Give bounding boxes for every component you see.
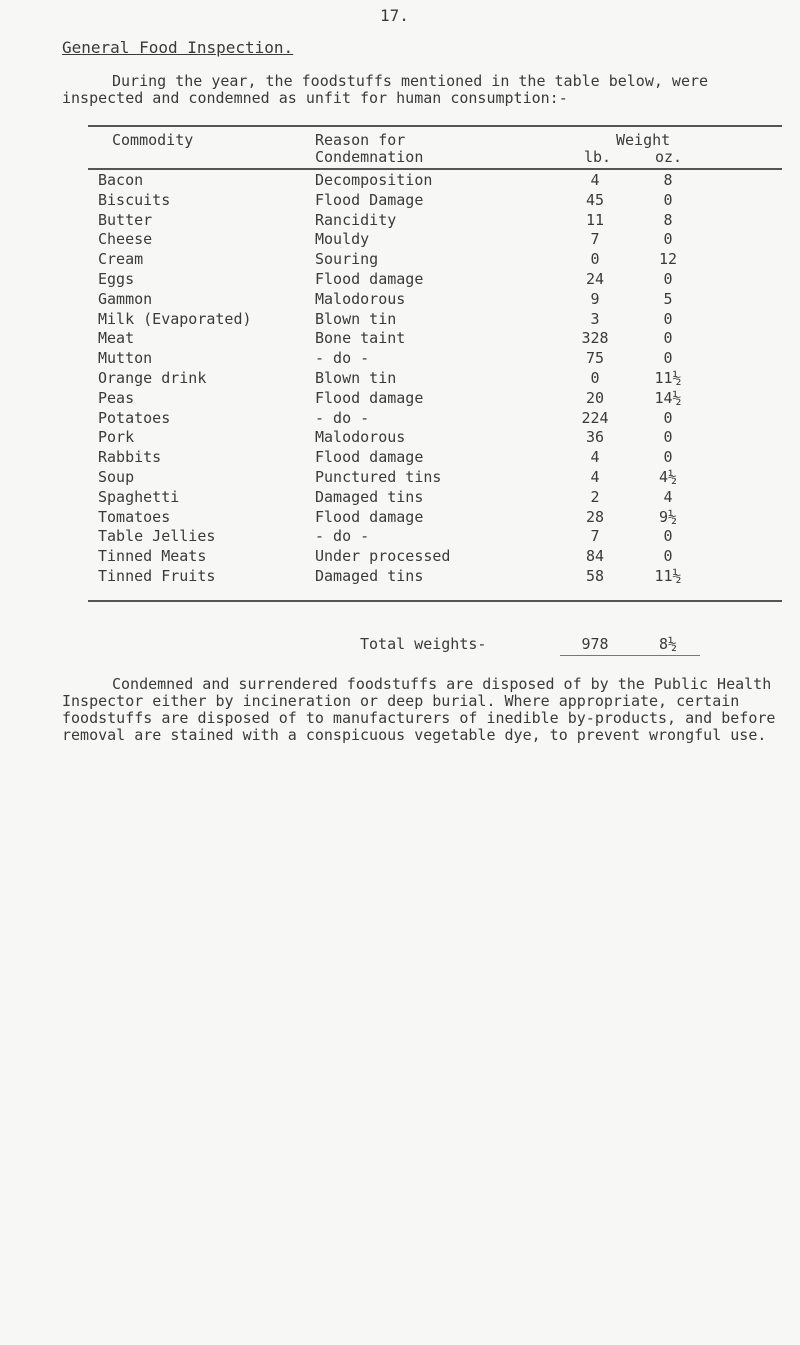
reason-cell: Flood damage [315, 270, 424, 288]
weight-lb-cell: 7 [590, 527, 600, 546]
commodity-cell: Peas [98, 388, 135, 407]
weight-lb-cell: 75 [585, 349, 605, 368]
weight-lb-cell: 45 [585, 190, 605, 209]
commodity-cell: Butter [98, 210, 153, 229]
commodity-cell: Eggs [98, 270, 135, 288]
table-top-rule [88, 125, 782, 127]
commodity-cell: Pork [98, 428, 135, 447]
weight-lb-cell: 11 [585, 210, 605, 229]
closing-text: Condemned and surrendered foodstuffs are disposed of by the Public Health Inspector either by incineration or deep burial. Where appropriate, certain foodstuffs are disposed of to manufacturers of inedible by-products, and before removal are stained with a conspicuous vegetable dye, to prevent wrongful use. [62, 675, 776, 744]
total-oz: 8½ [658, 635, 678, 653]
table-row [0, 468, 800, 486]
weight-lb-cell: 4 [590, 468, 600, 486]
header-reason-line1: Reason for [315, 131, 406, 149]
table-row [0, 369, 800, 387]
weight-oz-cell: 0 [663, 448, 673, 467]
section-heading: General Food Inspection. [62, 38, 294, 57]
total-weights-label: Total weights- [360, 635, 487, 653]
reason-cell: Malodorous [315, 289, 406, 308]
table-row [0, 428, 800, 446]
table-row [0, 547, 800, 565]
weight-lb-cell: 3 [590, 309, 600, 328]
weight-lb-cell: 4 [590, 448, 600, 467]
weight-lb-cell: 7 [590, 230, 600, 249]
intro-text: During the year, the foodstuffs mentioned in the table below, were inspected and condemned as unfit for human consumption:- [62, 72, 709, 107]
weight-oz-cell: 8 [663, 171, 673, 189]
reason-cell: - do - [315, 408, 370, 427]
weight-lb-cell: 28 [585, 507, 605, 526]
weight-oz-cell: 0 [663, 547, 673, 566]
commodity-cell: Tinned Meats [98, 547, 207, 566]
header-reason-line2: Condemnation [315, 148, 424, 166]
weight-lb-cell: 0 [590, 369, 600, 387]
header-oz: oz. [655, 148, 683, 166]
commodity-cell: Milk (Evaporated) [98, 309, 252, 328]
weight-oz-cell: 0 [663, 329, 673, 348]
header-weight: Weight [616, 131, 671, 149]
table-row [0, 250, 800, 268]
table-row [0, 567, 800, 585]
reason-cell: Rancidity [315, 210, 397, 229]
table-row [0, 310, 800, 328]
table-row [0, 270, 800, 288]
reason-cell: Decomposition [315, 171, 433, 189]
weight-oz-cell: 5 [663, 289, 673, 308]
closing-paragraph [62, 676, 782, 744]
table-row [0, 191, 800, 209]
commodity-cell: Cheese [98, 230, 153, 249]
total-lb: 978 [581, 635, 609, 653]
commodity-cell: Potatoes [98, 408, 171, 427]
commodity-cell: Rabbits [98, 448, 162, 467]
reason-cell: Mouldy [315, 230, 370, 249]
weight-oz-cell: 14½ [654, 388, 682, 407]
header-commodity: Commodity [112, 131, 194, 149]
reason-cell: Damaged tins [315, 487, 424, 506]
weight-lb-cell: 84 [585, 547, 605, 566]
reason-cell: Blown tin [315, 309, 397, 328]
reason-cell: Flood damage [315, 507, 424, 526]
commodity-cell: Bacon [98, 171, 144, 189]
weight-oz-cell: 0 [663, 527, 673, 546]
weight-lb-cell: 2 [590, 487, 600, 506]
reason-cell: Bone taint [315, 329, 406, 348]
table-row [0, 508, 800, 526]
weight-oz-cell: 0 [663, 190, 673, 209]
commodity-cell: Cream [98, 250, 144, 269]
table-row [0, 329, 800, 347]
table-row [0, 230, 800, 248]
reason-cell: Flood Damage [315, 190, 424, 209]
table-row [0, 290, 800, 308]
reason-cell: - do - [315, 349, 370, 368]
table-row [0, 488, 800, 506]
reason-cell: Flood damage [315, 388, 424, 407]
weight-oz-cell: 0 [663, 230, 673, 249]
weight-oz-cell: 8 [663, 210, 673, 229]
commodity-cell: Tinned Fruits [98, 567, 216, 585]
weight-oz-cell: 0 [663, 270, 673, 288]
weight-oz-cell: 0 [663, 309, 673, 328]
table-row [0, 448, 800, 466]
weight-lb-cell: 4 [590, 171, 600, 189]
weight-oz-cell: 0 [663, 428, 673, 447]
table-row [0, 211, 800, 229]
reason-cell: Blown tin [315, 369, 397, 387]
weight-lb-cell: 224 [581, 408, 609, 427]
commodity-cell: Orange drink [98, 369, 207, 387]
table-row [0, 389, 800, 407]
weight-lb-cell: 24 [585, 270, 605, 288]
weight-oz-cell: 12 [658, 250, 678, 269]
weight-oz-cell: 11½ [654, 567, 682, 585]
weight-lb-cell: 36 [585, 428, 605, 447]
commodity-cell: Mutton [98, 349, 153, 368]
commodity-cell: Spaghetti [98, 487, 180, 506]
header-lb: lb. [584, 148, 612, 166]
table-row [0, 349, 800, 367]
weight-oz-cell: 9½ [658, 507, 678, 526]
weight-oz-cell: 11½ [654, 369, 682, 387]
weight-lb-cell: 9 [590, 289, 600, 308]
reason-cell: Flood damage [315, 448, 424, 467]
table-row [0, 171, 800, 189]
commodity-cell: Table Jellies [98, 527, 216, 546]
total-underline [560, 655, 700, 656]
weight-lb-cell: 0 [590, 250, 600, 269]
table-row [0, 527, 800, 545]
weight-lb-cell: 328 [581, 329, 609, 348]
reason-cell: - do - [315, 527, 370, 546]
weight-lb-cell: 20 [585, 388, 605, 407]
weight-oz-cell: 0 [663, 408, 673, 427]
reason-cell: Damaged tins [315, 567, 424, 585]
table-row [0, 409, 800, 427]
commodity-cell: Soup [98, 468, 135, 486]
weight-oz-cell: 4½ [658, 468, 678, 486]
reason-cell: Malodorous [315, 428, 406, 447]
reason-cell: Souring [315, 250, 379, 269]
weight-oz-cell: 0 [663, 349, 673, 368]
reason-cell: Punctured tins [315, 468, 442, 486]
page-number: 17. [380, 6, 409, 25]
commodity-cell: Tomatoes [98, 507, 171, 526]
reason-cell: Under processed [315, 547, 451, 566]
intro-paragraph [62, 73, 782, 107]
weight-lb-cell: 58 [585, 567, 605, 585]
commodity-cell: Biscuits [98, 190, 171, 209]
commodity-cell: Gammon [98, 289, 153, 308]
weight-oz-cell: 4 [663, 487, 673, 506]
table-bottom-rule [88, 600, 782, 602]
commodity-cell: Meat [98, 329, 135, 348]
header-bottom-rule [88, 168, 782, 170]
